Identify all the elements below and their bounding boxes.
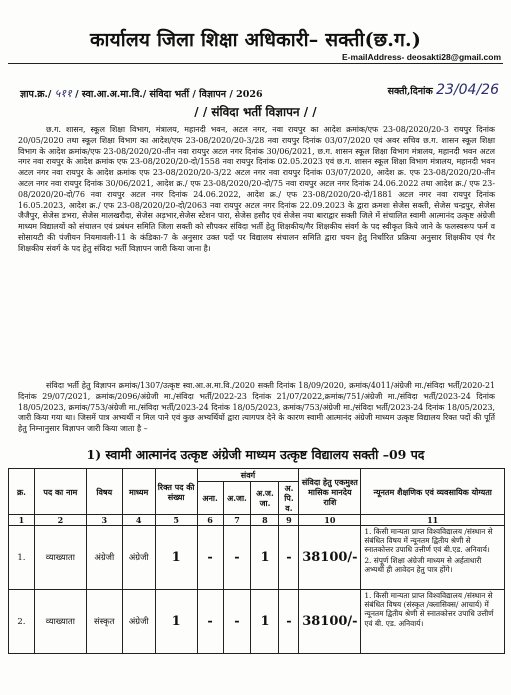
qualification-point: 2. संपूर्ण शिक्षा अंग्रेजी माध्यम से अर्हताधारी अभ्यर्थी ही आवेदन हेतु पात्र होंगे। bbox=[364, 555, 482, 574]
cell-medium: अंग्रेजी bbox=[122, 526, 155, 590]
cell-cat-st: 1 bbox=[251, 526, 279, 590]
cell-cat-sc: - bbox=[223, 590, 251, 654]
cell-subject: अंग्रेजी bbox=[86, 526, 122, 590]
cell-cat-unreserved: - bbox=[197, 590, 223, 654]
header-honorarium: संविदा हेतु एकमुश्त मासिक मानदेय राशि bbox=[299, 469, 361, 515]
paragraph-previous-advertisements: संविदा भर्ती हेतु विज्ञापन क्रमांक/1307/उत्कृष्ट स्वा.आ.अ.मा.वि./2020 सक्ती दिनांक 18/09/2020, क्रमांक/4011/अंग्रेजी मा./संविदा भर्ती/2020-21 दिनांक 29/07/2021, क्रमांक/2096/अंग्रेजी मा./संविदा भर्ती/2022-23 दिनांक 21/07/2022,क्रमांक/751/अंग्रेजी मा./संविदा भर्ती/2023-24 दिनांक 18/05/2023, क्रमांक/753/अंग्रेजी मा./संविदा भर्ती/2023-24 दिनांक 18/05/2023, क्रमांक/753/अंग्रेजी मा./संविदा भर्ती/2023-24 दिनांक 18/05/2023, जारी किया गया था। जिसमें पात्र अभ्यर्थी न मिल पाने एवं कुछ अभ्यर्थियों द्वारा त्यागपत्र देने के कारण स्वामी आत्मानंद अंग्रेजी माध्यम उत्कृष्ट विद्यालय रिक्त पदों की पूर्ति हेतु निम्नानुसार विज्ञापन जारी किया जाता है – bbox=[18, 381, 495, 434]
cell-honorarium: 38100/- bbox=[299, 590, 361, 654]
date-handwritten-value: 23/04/26 bbox=[436, 82, 499, 98]
issue-date bbox=[388, 82, 499, 98]
reference-prefix: ज्ञाप.क्र./ bbox=[20, 89, 52, 100]
table-row bbox=[9, 526, 505, 590]
notice-heading: / / संविदा भर्ती विज्ञापन / / bbox=[194, 105, 317, 119]
paragraph-orders: छ.ग. शासन, स्कूल शिक्षा विभाग, मंत्रालय, महानदी भवन, अटल नगर, नवा रायपुर का आदेश क्रमांक/एफ 23-08/2020/20-3 रायपुर दिनांक 20/05/2020 तथा स्कूल शिक्षा विभाग का आदेश/एफ 23-08/2020/20-3/28 नवा रायपुर दिनांक 03/07/2020 एवं अवर सचिव छ.ग. शासन स्कूल शिक्षा विभाग के आदेश क्रमांक/एफ 23-08/2020/20-तीन नवा रायपुर अटल नगर दिनांक 30/06/2021, छ.ग. शासन स्कूल शिक्षा विभाग मंत्रालय, महानदी भवन अटल नगर नवा रायपुर के आदेश क्रमांक एफ 23-08/2020/20-दो/1558 नवा रायपुर दिनांक 02.05.2023 एवं छ.ग. शासन स्कूल शिक्षा विभाग मंत्रालय, महानदी भवन अटल नगर नवा रायपुर के आदेश क्रमांक एफ 23-08/2020/20-3/22 अटल नगर नवा रायपुर दिनांक 03/07/2020, आदेश क्र. एफ 23-08/2020/20-तीन अटल नगर नवा रायपुर दिनांक 30/06/2021, आदेश क्र./ एफ 23-08/2020/20-दो/75 नवा रायपुर अटल नगर दिनांक 24.06.2022 तथा आदेश क्र./ एफ 23-08/2020/20-दो/76 नवा रायपुर अटल नगर दिनांक 24.06.2022, आदेश क्र./ एफ 23-08/2020/20-दो/1881 अटल नगर नवा रायपुर दिनांक 16.05.2023, आदेश क्र./ एफ 23-08/2020/20-दो/2063 नवा रायपुर अटल नगर दिनांक 22.09.2023 के द्वारा क्रमशः सेजेस सक्ती, सेजेस चन्द्रपुर, सेजेस जैजैपुर, सेजेस डभरा, सेजेस मालखरौदा, सेजेस अड़भार,सेजेस स्टेशन पारा, सेजेस हसौद एवं सेजेस नया बाराद्वार सक्ती जिले में संचालित स्वामी आत्मानंद उत्कृष्ट अंग्रेजी माध्यम विद्यालयों को संचालन एवं प्रबंधन समिति जिला सक्ती को सौपकर संविदा भर्ती हेतु शिक्षकीय/गैर शिक्षकीय संवर्ग के पद स्वीकृत किये जाने के फलस्वरूप फर्म व सोसायटी की पंजीयन नियमावली-11 के कंडिका-7 के अनुसार उक्त पदों पर विद्यालय संचालन समिति द्वारा चयन हेतु निर्धारित प्रक्रिया अनुसार शिक्षकीय एवं गैर शिक्षकीय संवर्ग के पद हेतु संविदा भर्ती विज्ञापन जारी किया जाना है। bbox=[18, 125, 495, 253]
header-qualification: न्यूनतम शैक्षणिक एवं व्यवसायिक योग्यता bbox=[361, 469, 505, 515]
reference-line bbox=[20, 82, 499, 104]
cell-cat-obc: - bbox=[279, 590, 299, 654]
office-title: कार्यालय जिला शिक्षा अधिकारी– सक्ती(छ.ग.) bbox=[89, 29, 422, 51]
header-cat-st: अ.ज. जा. bbox=[251, 482, 279, 515]
cell-post-name: व्याख्याता bbox=[34, 590, 86, 654]
cell-vacant-posts: 1 bbox=[155, 590, 197, 654]
column-number: 4 bbox=[122, 515, 155, 526]
column-number: 6 bbox=[197, 515, 223, 526]
column-number: 7 bbox=[223, 515, 251, 526]
cell-serial: 2. bbox=[9, 590, 35, 654]
cell-cat-unreserved: - bbox=[197, 526, 223, 590]
column-number: 1 bbox=[9, 515, 35, 526]
column-number: 2 bbox=[34, 515, 86, 526]
header-category-group: संवर्ग bbox=[197, 469, 299, 482]
cell-subject: संस्कृत bbox=[86, 590, 122, 654]
column-number: 11 bbox=[361, 515, 505, 526]
cell-vacant-posts: 1 bbox=[155, 526, 197, 590]
cell-serial: 1. bbox=[9, 526, 35, 590]
cell-cat-sc: - bbox=[223, 526, 251, 590]
qualification-point: 1. किसी मान्यता प्राप्त विश्वविद्यालय /संस्थान से संबंधित विषय में न्यूनतम द्वितीय श्रेणी से स्नातकोत्तर उपाधि उत्तीर्ण एवं बी.एड. अनिवार्य। bbox=[364, 527, 493, 555]
vacancy-table bbox=[8, 468, 505, 654]
header-serial: क्र. bbox=[9, 469, 35, 515]
column-number: 8 bbox=[251, 515, 279, 526]
header-cat-unreserved: अना. bbox=[197, 482, 223, 515]
header-post-name: पद का नाम bbox=[34, 469, 86, 515]
email-address: E-mailAddress- deosakti28@gmail.com bbox=[342, 52, 501, 62]
header-cat-sc: अ.जा. bbox=[223, 482, 251, 515]
section-title: 1) स्वामी आत्मानंद उत्कृष्ट अंग्रेजी माध्यम उत्कृष्ट विद्यालय सक्ती –09 पद bbox=[86, 447, 425, 462]
date-prefix: सक्ती,दिनांक bbox=[387, 86, 433, 97]
header-vacant-posts: रिक्त पद की संख्या bbox=[155, 469, 197, 515]
cell-medium: अंग्रेजी bbox=[122, 590, 155, 654]
qualification-point: 1. किसी मान्यता प्राप्त विश्वविद्यालय /संस्थान से संबंधित विषय (संस्कृत /क्लासिक्स/ आचार्य) में न्यूनतम द्वितीय श्रेणी से स्नातकोत्तर उपाधि उत्तीर्ण एवं बी. एड. अनिवार्य। bbox=[364, 591, 494, 628]
cell-qualification bbox=[361, 590, 505, 654]
column-number: 10 bbox=[299, 515, 361, 526]
reference-number bbox=[20, 86, 263, 101]
header-rule bbox=[8, 63, 503, 64]
header-cat-obc: अ. पि. व. bbox=[279, 482, 299, 515]
cell-cat-st: 1 bbox=[251, 590, 279, 654]
cell-honorarium: 38100/- bbox=[299, 526, 361, 590]
table-header-row bbox=[9, 469, 505, 482]
cell-cat-obc: - bbox=[279, 526, 299, 590]
column-number-row bbox=[9, 515, 505, 526]
column-number: 3 bbox=[86, 515, 122, 526]
cell-post-name: व्याख्याता bbox=[34, 526, 86, 590]
column-number: 9 bbox=[279, 515, 299, 526]
reference-handwritten-number: ५११ bbox=[54, 87, 72, 100]
header-subject: विषय bbox=[86, 469, 122, 515]
column-number: 5 bbox=[155, 515, 197, 526]
table-row bbox=[9, 590, 505, 654]
reference-suffix: / स्वा.आ.अ.मा.वि./ संविदा भर्ती / विज्ञापन / 2026 bbox=[75, 89, 263, 100]
cell-qualification bbox=[361, 526, 505, 590]
header-medium: माध्यम bbox=[122, 469, 155, 515]
